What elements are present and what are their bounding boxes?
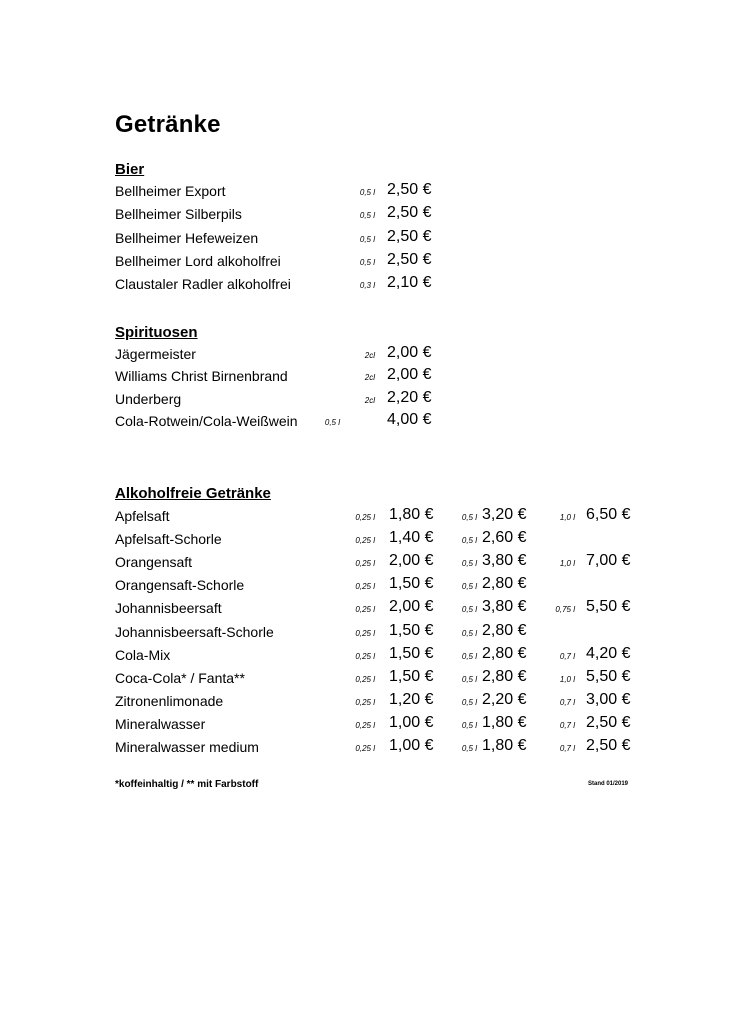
menu-item-row <box>0 739 729 761</box>
item-volume: 2cl <box>364 373 375 383</box>
menu-item-row <box>0 531 729 553</box>
item-volume: 0,25 l <box>355 605 375 615</box>
item-name: Zitronenlimonade <box>115 692 224 709</box>
item-name: Mineralwasser <box>115 715 206 732</box>
item-volume: 0,5 l <box>359 188 375 197</box>
item-price: 4,00 € <box>387 410 432 428</box>
menu-item-row <box>0 621 729 646</box>
item-price: 2,00 € <box>389 598 434 616</box>
item-name: Johannisbeersaft-Schorle <box>115 623 274 640</box>
item-volume: 0,25 l <box>355 628 375 638</box>
item-price: 1,40 € <box>389 529 434 547</box>
item-price: 1,50 € <box>389 644 434 662</box>
item-name: Claustaler Radler alkoholfrei <box>115 276 291 293</box>
menu-item-row <box>0 368 729 390</box>
item-volume: 0,25 l <box>355 536 375 546</box>
item-price: 5,50 € <box>586 667 631 685</box>
menu-item-row <box>0 713 729 738</box>
item-volume: 0,25 l <box>355 744 375 753</box>
item-volume: 0,75 l <box>555 605 575 615</box>
item-volume: 0,25 l <box>355 582 375 592</box>
item-price: 2,80 € <box>482 667 527 685</box>
item-volume: 0,7 l <box>559 744 575 753</box>
menu-item-row <box>0 554 729 576</box>
item-volume: 0,5 l <box>461 513 477 522</box>
item-volume: 0,25 l <box>355 697 375 707</box>
item-price: 7,00 € <box>586 552 631 570</box>
menu-item-row <box>0 388 729 413</box>
item-volume: 0,5 l <box>461 651 477 661</box>
item-price: 2,50 € <box>387 181 432 198</box>
item-name: Mineralwasser medium <box>115 739 259 755</box>
item-volume: 0,3 l <box>359 281 375 291</box>
item-name: Williams Christ Birnenbrand <box>115 368 288 385</box>
item-price: 3,00 € <box>586 690 631 708</box>
item-name: Bellheimer Export <box>115 183 226 199</box>
item-price: 1,00 € <box>389 713 434 731</box>
menu-item-row <box>0 690 729 715</box>
menu-item-row <box>0 206 729 228</box>
item-price: 2,00 € <box>387 344 432 361</box>
item-volume: 0,25 l <box>355 674 375 684</box>
item-name: Bellheimer Lord alkoholfrei <box>115 252 281 269</box>
item-price: 3,80 € <box>482 598 527 616</box>
menu-item-row <box>0 644 729 669</box>
item-volume: 0,5 l <box>359 257 375 267</box>
item-price: 2,50 € <box>387 227 432 245</box>
item-volume: 0,25 l <box>355 559 375 569</box>
item-volume: 0,5 l <box>461 582 477 592</box>
item-price: 1,50 € <box>389 667 434 685</box>
item-volume: 0,5 l <box>461 697 477 707</box>
item-volume: 1,0 l <box>559 513 575 522</box>
item-name: Orangensaft-Schorle <box>115 577 245 594</box>
menu-item-row <box>0 346 729 368</box>
item-price: 2,50 € <box>387 204 432 222</box>
item-volume: 0,25 l <box>355 720 375 730</box>
section-heading: Alkoholfreie Getränke <box>115 485 271 502</box>
item-volume: 0,7 l <box>559 697 575 707</box>
menu-item-row <box>0 183 729 205</box>
item-name: Apfelsaft <box>115 508 170 524</box>
menu-item-row <box>0 600 729 622</box>
footnote: *koffeinhaltig / ** mit Farbstoff <box>115 779 259 790</box>
item-volume: 0,5 l <box>461 674 477 684</box>
item-name: Orangensaft <box>115 554 193 571</box>
page-title: Getränke <box>115 111 221 138</box>
item-price: 2,50 € <box>586 737 631 754</box>
item-name: Cola-Mix <box>115 646 171 663</box>
item-volume: 1,0 l <box>559 674 575 684</box>
item-name: Underberg <box>115 390 182 407</box>
item-price: 2,80 € <box>482 575 527 593</box>
item-volume: 0,5 l <box>461 720 477 730</box>
item-volume: 0,5 l <box>324 417 340 427</box>
item-volume: 2cl <box>364 395 375 405</box>
item-volume: 0,5 l <box>461 744 477 753</box>
menu-item-row <box>0 410 729 435</box>
item-volume: 0,5 l <box>359 211 375 221</box>
item-price: 2,50 € <box>586 713 631 731</box>
item-price: 2,80 € <box>482 621 527 639</box>
item-name: Johannisbeersaft <box>115 600 222 617</box>
item-price: 1,80 € <box>482 713 527 731</box>
menu-item-row <box>0 227 729 252</box>
item-volume: 0,5 l <box>359 234 375 244</box>
item-volume: 0,7 l <box>559 720 575 730</box>
item-price: 1,80 € <box>389 506 434 523</box>
item-name: Bellheimer Silberpils <box>115 206 242 223</box>
item-price: 1,20 € <box>389 690 434 708</box>
item-volume: 2cl <box>364 351 375 360</box>
item-volume: 0,25 l <box>355 651 375 661</box>
item-name: Jägermeister <box>115 346 196 362</box>
item-name: Apfelsaft-Schorle <box>115 531 222 548</box>
menu-item-row <box>0 276 729 298</box>
menu-item-row <box>0 667 729 692</box>
item-price: 3,20 € <box>482 506 527 523</box>
item-price: 2,20 € <box>482 690 527 708</box>
item-price: 2,60 € <box>482 529 527 547</box>
item-name: Coca-Cola* / Fanta** <box>115 669 245 686</box>
menu-item-row <box>0 508 729 530</box>
item-name: Cola-Rotwein/Cola-Weißwein <box>115 412 298 429</box>
item-price: 5,50 € <box>586 598 631 616</box>
item-price: 2,00 € <box>389 552 434 570</box>
stand-date: Stand 01/2019 <box>588 781 629 787</box>
section-heading: Spirituosen <box>115 324 198 341</box>
item-price: 4,20 € <box>586 644 631 662</box>
section-heading: Bier <box>115 161 145 178</box>
item-price: 2,10 € <box>387 274 432 292</box>
item-price: 2,50 € <box>387 250 432 268</box>
item-volume: 0,5 l <box>461 536 477 546</box>
item-volume: 1,0 l <box>559 559 575 569</box>
item-price: 2,80 € <box>482 644 527 662</box>
menu-item-row <box>0 577 729 599</box>
menu-item-row <box>0 250 729 275</box>
item-price: 1,80 € <box>482 737 527 754</box>
item-price: 6,50 € <box>586 506 631 523</box>
item-price: 1,50 € <box>389 575 434 593</box>
item-volume: 0,5 l <box>461 559 477 569</box>
item-volume: 0,5 l <box>461 605 477 615</box>
item-volume: 0,7 l <box>559 651 575 661</box>
item-price: 1,00 € <box>389 737 434 754</box>
item-volume: 0,25 l <box>355 513 375 522</box>
item-price: 2,00 € <box>387 366 432 384</box>
item-volume: 0,5 l <box>461 628 477 638</box>
item-price: 1,50 € <box>389 621 434 639</box>
item-name: Bellheimer Hefeweizen <box>115 229 259 246</box>
item-price: 3,80 € <box>482 552 527 570</box>
item-price: 2,20 € <box>387 388 432 406</box>
